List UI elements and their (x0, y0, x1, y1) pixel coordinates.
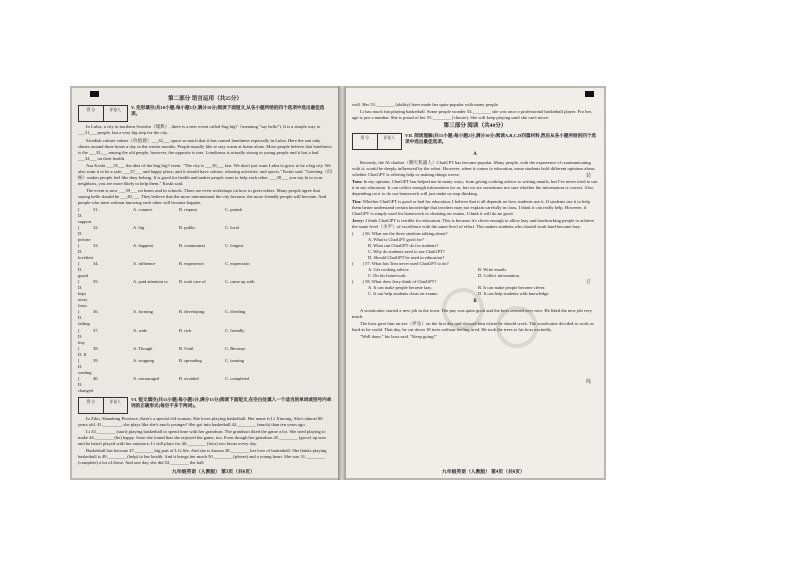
answer-option: D. Should ChatGPT be used in education? (368, 254, 445, 260)
left-page-content (78, 88, 332, 467)
answer-option: D. support (78, 213, 92, 225)
answer-option: C. local (225, 225, 239, 231)
answer-option: D. loveliest (78, 249, 94, 261)
question-number: 37. (93, 327, 99, 333)
question-number: 40. (93, 375, 99, 381)
question-options (352, 267, 598, 279)
answer-option: A. influence (133, 261, 156, 267)
answer-option: A. Get cooking advice. (368, 266, 410, 272)
answer-option: A. happiest (133, 243, 154, 249)
answer-option: A. Though (133, 345, 153, 351)
answer-bracket: ( (78, 345, 80, 351)
answer-bracket: ( (78, 243, 80, 249)
answer-option: B. Write emails. (478, 266, 508, 272)
section-instruction: VII. 阅读理解(共15小题;每小题2分,满分30分)阅读A,B,C,D四篇材料,然后从各小题所给的四个选项中选出最佳选项。 (405, 132, 597, 144)
page-footer: 九年级英语（人教版） 第3页（共6页） (172, 470, 255, 475)
answer-option: D. It can help students with knowledge. (478, 291, 550, 296)
answer-option: A. forming (133, 309, 153, 315)
option-row (78, 328, 332, 346)
dialogue-line (352, 218, 598, 230)
answer-option: C. completed (225, 375, 249, 381)
answer-option: D. tiny (78, 333, 86, 345)
option-row (78, 207, 332, 225)
question-number: 31. (93, 207, 99, 213)
answer-option: A. What is ChatGPT good for? (368, 236, 424, 242)
option-row (78, 261, 332, 279)
passage-paragraph: Asa Koski ___35___ the idea of the Sug big? event. "The city is ___36___ fast. We don't just want Lulea to grow to be a big city. We also want it to be a safe, ___37___ and happy place, and it should have culture, relaxing activities, and sports," Koski said. "Greeting（问候）makes people feel like they belong. It is good for health and makes people want to help each other. ___38___ you say hi to your neighbors, you are more likely to help them," Koski said. (78, 162, 332, 186)
answer-bracket: ( (78, 375, 80, 381)
score-label: 得 分 (79, 106, 104, 121)
speaker-text: Whether ChatGPT is good or bad for education, I believe that it all depends on how students use it. If students use it to help them better understand certain knowledge that teachers may not explain carefully in class, I think it can really help. However, if ChatGPT is simply used for homework or cheating on exams, I think it will do no good. (352, 198, 590, 216)
answer-bracket: ( (78, 309, 80, 315)
answer-option: B. experience (179, 261, 204, 267)
question-stem: ( ) 56. What are the three students talking about? (352, 230, 448, 236)
dialogue-line (352, 179, 598, 197)
passage-title: A (473, 151, 477, 157)
answer-bracket: ( (78, 225, 80, 231)
score-box (78, 397, 128, 414)
answer-option: B. request (179, 207, 198, 213)
score-label: 得 分 (353, 134, 378, 149)
passage-paragraph: Swedish culture values（价值观）___32___ space so much that it has caused loneliness especially in Lulea. Here the sun only shines around three hours a day in the winter months. People usually like to stay warm at home alone. More people believe that loneliness is the ___33___ among the old people, however, the opposite is true. Loneliness is actually strong in young people and it has a bad ___34___ on their health. (78, 137, 332, 161)
answer-bracket: ( (78, 261, 80, 267)
option-row (78, 243, 332, 261)
question-number: 38. (93, 345, 99, 351)
answer-option: D. failing (78, 315, 90, 327)
answer-option: C. It can help students cheat on exams. (368, 291, 439, 296)
answer-option: D. Collect information. (478, 272, 520, 278)
answer-option: C. came up with (225, 279, 255, 285)
section-instruction: V. 完形填空(共10小题;每小题1分,满分10分)阅读下面短文,从各小题所给的四个选项中选出最佳选项。 (131, 105, 325, 117)
binding-margin-label: 线 (586, 380, 592, 385)
option-row (78, 309, 332, 327)
answer-option: B. rich (179, 327, 192, 333)
answer-option: D. If (78, 351, 87, 357)
question-number: 39. (93, 357, 99, 363)
answer-option: B. It can make people become clever. (478, 284, 546, 290)
question-number: 35. (93, 279, 99, 285)
part-title: 第三部分 阅读（共40分） (443, 123, 507, 130)
section-header (352, 133, 598, 150)
passage-paragraph: Basketball has become 47.________ big part of Li's life. And she is known 48.________ her love of basketball. She thinks playing basketball is 49.________ (help) to her health. And it brings her much 50.________ (please) and a young heart. She was 51.________ (complete) a lot of those. And one day, she did 52.________ the ball (78, 447, 327, 466)
answer-option: C. longest (225, 243, 244, 249)
option-row (78, 358, 332, 376)
answer-option: B. avoided (179, 375, 199, 381)
question-options (352, 285, 598, 297)
score-box (352, 133, 402, 150)
passage-paragraph: Li 43.________ (start) playing basketball to spend time with her grandson. The grandson liked the game a lot. She tried playing to make 44.________ (he) happy. Soon she found that she enjoyed the game, too. Even though her grandson 45.________ (grow) up now and he hasn't played with her anymore, Li still plays for 46.________ (four) two hours every day. (78, 428, 327, 446)
question-number: 36. (93, 309, 99, 315)
part-title: 第二部分 语言运用（共25分） (167, 96, 243, 102)
passage-paragraph: The event is now ___39___ on buses and in schools. There are even workshops on how to greet others. Many people agree that saying hello should be ___40___. They believe that the more international the city become, the more friendly people will become. And people who meet without knowing each other will become happier. (78, 188, 327, 206)
grader-label: 评卷人 (109, 399, 121, 404)
page-footer: 九年级英语（人教版） 第4页（共6页） (442, 470, 525, 475)
exam-page-left (72, 88, 338, 478)
passage-paragraph: In Lulea, a city in northern Sweden（瑞典）, there is a new event called Sug big?（meaning "say hello"). It is a simple way to ___31___ people, but a very big step for the city. (78, 124, 321, 136)
answer-option: A. encouraged (133, 375, 160, 381)
answer-option: B. developing (179, 309, 205, 315)
passage-line: well. Her 53.________ (ability) have made her quite popular with many people. (352, 102, 499, 107)
answer-option: D. guard (78, 267, 89, 279)
score-box (78, 105, 128, 122)
passage-line: Li has much fun playing basketball. Some people wonder 54.________ she was once a professional basketball player. For her, age is just a number. She is proud of her 55.________ (choose). She will keep playing until she can't move. (352, 109, 592, 121)
speaker-name: Jerry: (352, 217, 365, 223)
answer-option: C. expression (225, 261, 250, 267)
section-header (78, 105, 332, 122)
section-instruction: VI. 短文填空(共15小题;每小题1分,满分15分)阅读下面短文,在空白处填入一个适当的单词或括号内单词的正确形式(每空不多于两词)。 (131, 396, 332, 408)
speaker-text: I think ChatGPT is terrible for education. This is because it's clever enough to allow lazy and hardworking people to achieve the same level（水平）of excellence with the same level of effort. This makes students who should work hard become lazy. (352, 217, 595, 229)
page-fold (338, 86, 346, 480)
question-stem: ( ) 58. What does Jerry think of ChatGPT? (352, 278, 437, 284)
passage-paragraph: "Well done," his boss said. "Keep going!" (360, 333, 437, 339)
passage-paragraph: In Zibo, Shandong Province, there's a special old woman. She loves playing basketball. Her name is Li Xiurong. She's almost 80 years old. 41.________, she plays like she's much younger! She got into basketball 42.________ (much) than ten years ago. (78, 415, 323, 427)
answer-option: A. stopping (133, 357, 155, 363)
speaker-text: In my opinion, ChatGPT has helped me in many ways, from giving cooking advice to writing emails, but I've never tried to use it in my education. It can collect enough information for us, but we are sometimes not sure whether the information is correct. Also, depending on it to do our homework will just make us stop thinking. (352, 179, 598, 197)
answer-option: B. spreading (179, 357, 202, 363)
score-label: 得 分 (79, 398, 104, 413)
answer-option: B. What can ChatGPT do for students? (368, 242, 439, 248)
answer-bracket: ( (78, 279, 80, 285)
option-row (78, 346, 332, 358)
answer-option: D. private (78, 231, 91, 243)
exam-page-right (346, 88, 604, 478)
answer-option: A. paid attention to (133, 279, 168, 285)
dialogue-line (352, 199, 598, 217)
question-number: 33. (93, 243, 99, 249)
answer-option: C. Do his homework. (368, 272, 407, 278)
questions-block (352, 231, 598, 297)
answer-option: C. Why do students need to use ChatGPT? (368, 248, 445, 254)
speaker-name: Tom: (352, 179, 363, 185)
binding-margin-label: 装 (586, 174, 592, 179)
passage-paragraph: Recently, the AI chatbot（聊天机器人）ChatGPT has become popular. Many people, with the experience of communicating with it, would be deeply influenced by the robot. However, when it comes to education, some students hold different opinions about whether ChatGPT is offering help or making things worse. (352, 160, 595, 178)
speaker-name: Tim: (352, 198, 362, 204)
grader-label: 评卷人 (109, 108, 121, 113)
dialogue-block (352, 179, 598, 230)
question-number: 32. (93, 225, 99, 231)
answer-bracket: ( (78, 207, 80, 213)
binding-margin-label: 订 (586, 280, 592, 285)
answer-option: B. Until (179, 345, 194, 351)
answer-option: A. wide (133, 327, 148, 333)
question-stem: ( ) 57. What has Tom never used ChatGPT to do? (352, 260, 449, 266)
answer-option: A. It can make people become lazy. (368, 284, 433, 290)
answer-option: A. big (133, 225, 145, 231)
answer-option: C. punish (225, 207, 243, 213)
answer-option: D. kept away from (78, 285, 88, 309)
answer-option: A. connect (133, 207, 153, 213)
alignment-mark (585, 91, 594, 97)
answer-option: D. reading (78, 363, 92, 375)
option-row (78, 279, 332, 309)
section-header (78, 397, 332, 414)
answer-option: C. treating (225, 357, 244, 363)
question-number: 34. (93, 261, 99, 267)
grader-label: 评卷人 (383, 135, 395, 140)
answer-option: B. took care of (179, 279, 206, 285)
answer-bracket: ( (78, 327, 80, 333)
answer-option: C. friendly (225, 327, 245, 333)
answer-bracket: ( (78, 357, 80, 363)
option-row (78, 376, 332, 394)
option-row (78, 225, 332, 243)
passage-paragraph: A woodcutter started a new job in the town. The pay was quite good and the boss seemed very nice. He liked the new job very much. (352, 307, 592, 319)
options-list (78, 207, 332, 393)
answer-option: C. Because (225, 345, 246, 351)
answer-option: C. dividing (225, 309, 246, 315)
passage-title: B (473, 299, 477, 305)
answer-option: B. public (179, 225, 196, 231)
answer-option: B. commonest (179, 243, 205, 249)
passage-paragraph: The boss gave him an axe（斧头）on the first day and showed him where he should work. The woodcutter decided to work as hard as he could. That day, he cut down 18 trees without feeling tired. He took the trees to his boss excitedly. (352, 320, 594, 332)
answer-option: D. changed (78, 381, 93, 393)
right-page-content (352, 102, 598, 341)
